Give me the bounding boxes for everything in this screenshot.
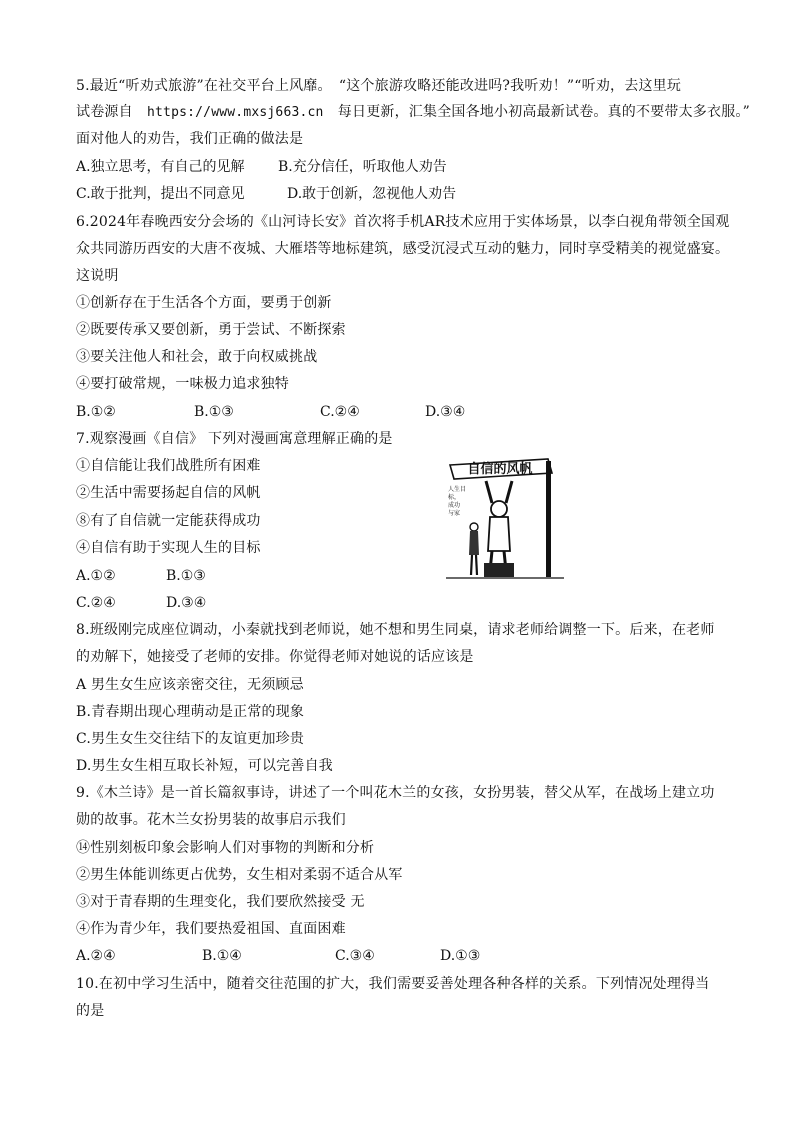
q8-option-b: B.青春期出现心理萌动是正常的现象	[76, 704, 305, 720]
q8-stem-line2: 的劝解下，她接受了老师的安排。你觉得老师对她说的话应该是	[76, 649, 474, 665]
q6-option-b: B.①③	[194, 404, 234, 420]
q7-option-b: B.①③	[166, 568, 206, 584]
cartoon-small-person-body	[469, 531, 479, 555]
cartoon-sign-line1: 人生目	[448, 487, 467, 493]
q6-option-a: B.①②	[76, 404, 116, 420]
cartoon-pole	[546, 461, 551, 577]
cartoon-head	[491, 501, 507, 517]
q8-stem-line1: 8.班级刚完成座位调动，小秦就找到老师说，她不想和男生同桌，请求老师给调整一下。后来，在老师	[76, 622, 715, 638]
q7-statement-1: ①自信能让我们战胜所有困难	[76, 458, 261, 474]
q7-option-a: A.①②	[76, 568, 116, 584]
cartoon-sign-line3: 成功	[448, 503, 461, 509]
q6-statement-2: ②既要传承又要创新，勇于尝试、不断探索	[76, 322, 346, 338]
q5-option-d: D.敢于创新，忽视他人劝告	[287, 186, 457, 202]
q5-option-b: B.充分信任，听取他人劝告	[278, 159, 447, 175]
cartoon-body	[488, 517, 510, 551]
cartoon-banner-text: 自信的风帆	[467, 461, 533, 476]
q9-option-c: C.③④	[335, 948, 375, 964]
q7-option-c: C.②④	[76, 595, 116, 611]
q6-statement-4: ④要打破常规，一味极力追求独特	[76, 376, 289, 392]
q9-statement-1: ⑭性别刻板印象会影响人们对事物的判断和分析	[76, 840, 375, 856]
q8-option-c: C.男生女生交往结下的友谊更加珍贵	[76, 731, 305, 747]
cartoon-small-person-head	[470, 523, 478, 531]
q10-stem-line2: 的是	[76, 1003, 105, 1019]
q9-option-b: B.①④	[202, 948, 242, 964]
confidence-cartoon	[446, 451, 564, 581]
q7-option-d: D.③④	[166, 595, 207, 611]
cartoon-pedestal	[484, 563, 514, 577]
q8-option-d: D.男生女生相互取长补短，可以完善自我	[76, 758, 333, 774]
cartoon-sign-line4: 与家	[448, 511, 461, 517]
q6-option-d: D.③④	[425, 404, 466, 420]
q9-stem-line1: 9.《木兰诗》是一首长篇叙事诗，讲述了一个叫花木兰的女孩，女扮男装，替父从军，在战场上建立功	[76, 785, 715, 801]
q5-option-c: C.敢于批判，提出不同意见	[76, 186, 245, 202]
q5-source-url: https://www.mxsj663.cn	[147, 105, 324, 120]
q9-statement-4: ④作为青少年，我们要热爱祖国、直面困难	[76, 921, 346, 937]
q6-statement-3: ③要关注他人和社会，敢于向权威挑战	[76, 349, 318, 365]
q6-stem-line3: 这说明	[76, 268, 119, 284]
cartoon-arms	[486, 481, 512, 503]
q5-source-prefix: 试卷源自	[76, 104, 147, 120]
q9-option-d: D.①③	[440, 948, 481, 964]
cartoon-sign-line2: 标，	[448, 495, 461, 501]
q7-statement-3: ⑧有了自信就一定能获得成功	[76, 513, 261, 529]
q5-stem-line1: 5.最近“听劝式旅游”在社交平台上风靡。 “这个旅游攻略还能改进吗?我听劝！”“听劝，去这里玩	[76, 78, 682, 94]
q10-stem-line1: 10.在初中学习生活中，随着交往范围的扩大，我们需要妥善处理各种各样的关系。下列情况处理得当	[76, 976, 710, 992]
q5-stem-line3: 面对他人的劝告，我们正确的做法是	[76, 131, 304, 147]
cartoon-small-person-legs	[471, 555, 477, 575]
q5-source-suffix: 每日更新，汇集全国各地小初高最新试卷。真的不要带太多衣服。”	[323, 104, 750, 120]
q7-statement-4: ④自信有助于实现人生的目标	[76, 540, 261, 556]
q5-stem-line2	[76, 102, 750, 123]
q9-statement-3: ③对于青春期的生理变化，我们要欣然接受 无	[76, 894, 365, 910]
q6-option-c: C.②④	[320, 404, 360, 420]
q5-option-a: A.独立思考，有自己的见解	[76, 159, 245, 175]
q6-stem-line1: 6.2024年春晚西安分会场的《山河诗长安》首次将手机AR技术应用于实体场景，以李白视角带领全国观	[76, 214, 730, 230]
q7-stem: 7.观察漫画《自信》 下列对漫画寓意理解正确的是	[76, 431, 393, 447]
q9-stem-line2: 勋的故事。花木兰女扮男装的故事启示我们	[76, 812, 346, 828]
q8-option-a: A 男生女生应该亲密交往，无须顾忌	[76, 677, 304, 693]
q6-stem-line2: 众共同游历西安的大唐不夜城、大雁塔等地标建筑，感受沉浸式互动的魅力，同时享受精美的视觉盛宴。	[76, 241, 730, 257]
q7-statement-2: ②生活中需要扬起自信的风帆	[76, 485, 261, 501]
q6-statement-1: ①创新存在于生活各个方面，要勇于创新	[76, 295, 332, 311]
q9-option-a: A.②④	[76, 948, 116, 964]
q9-statement-2: ②男生体能训练更占优势，女生相对柔弱不适合从军	[76, 867, 403, 883]
